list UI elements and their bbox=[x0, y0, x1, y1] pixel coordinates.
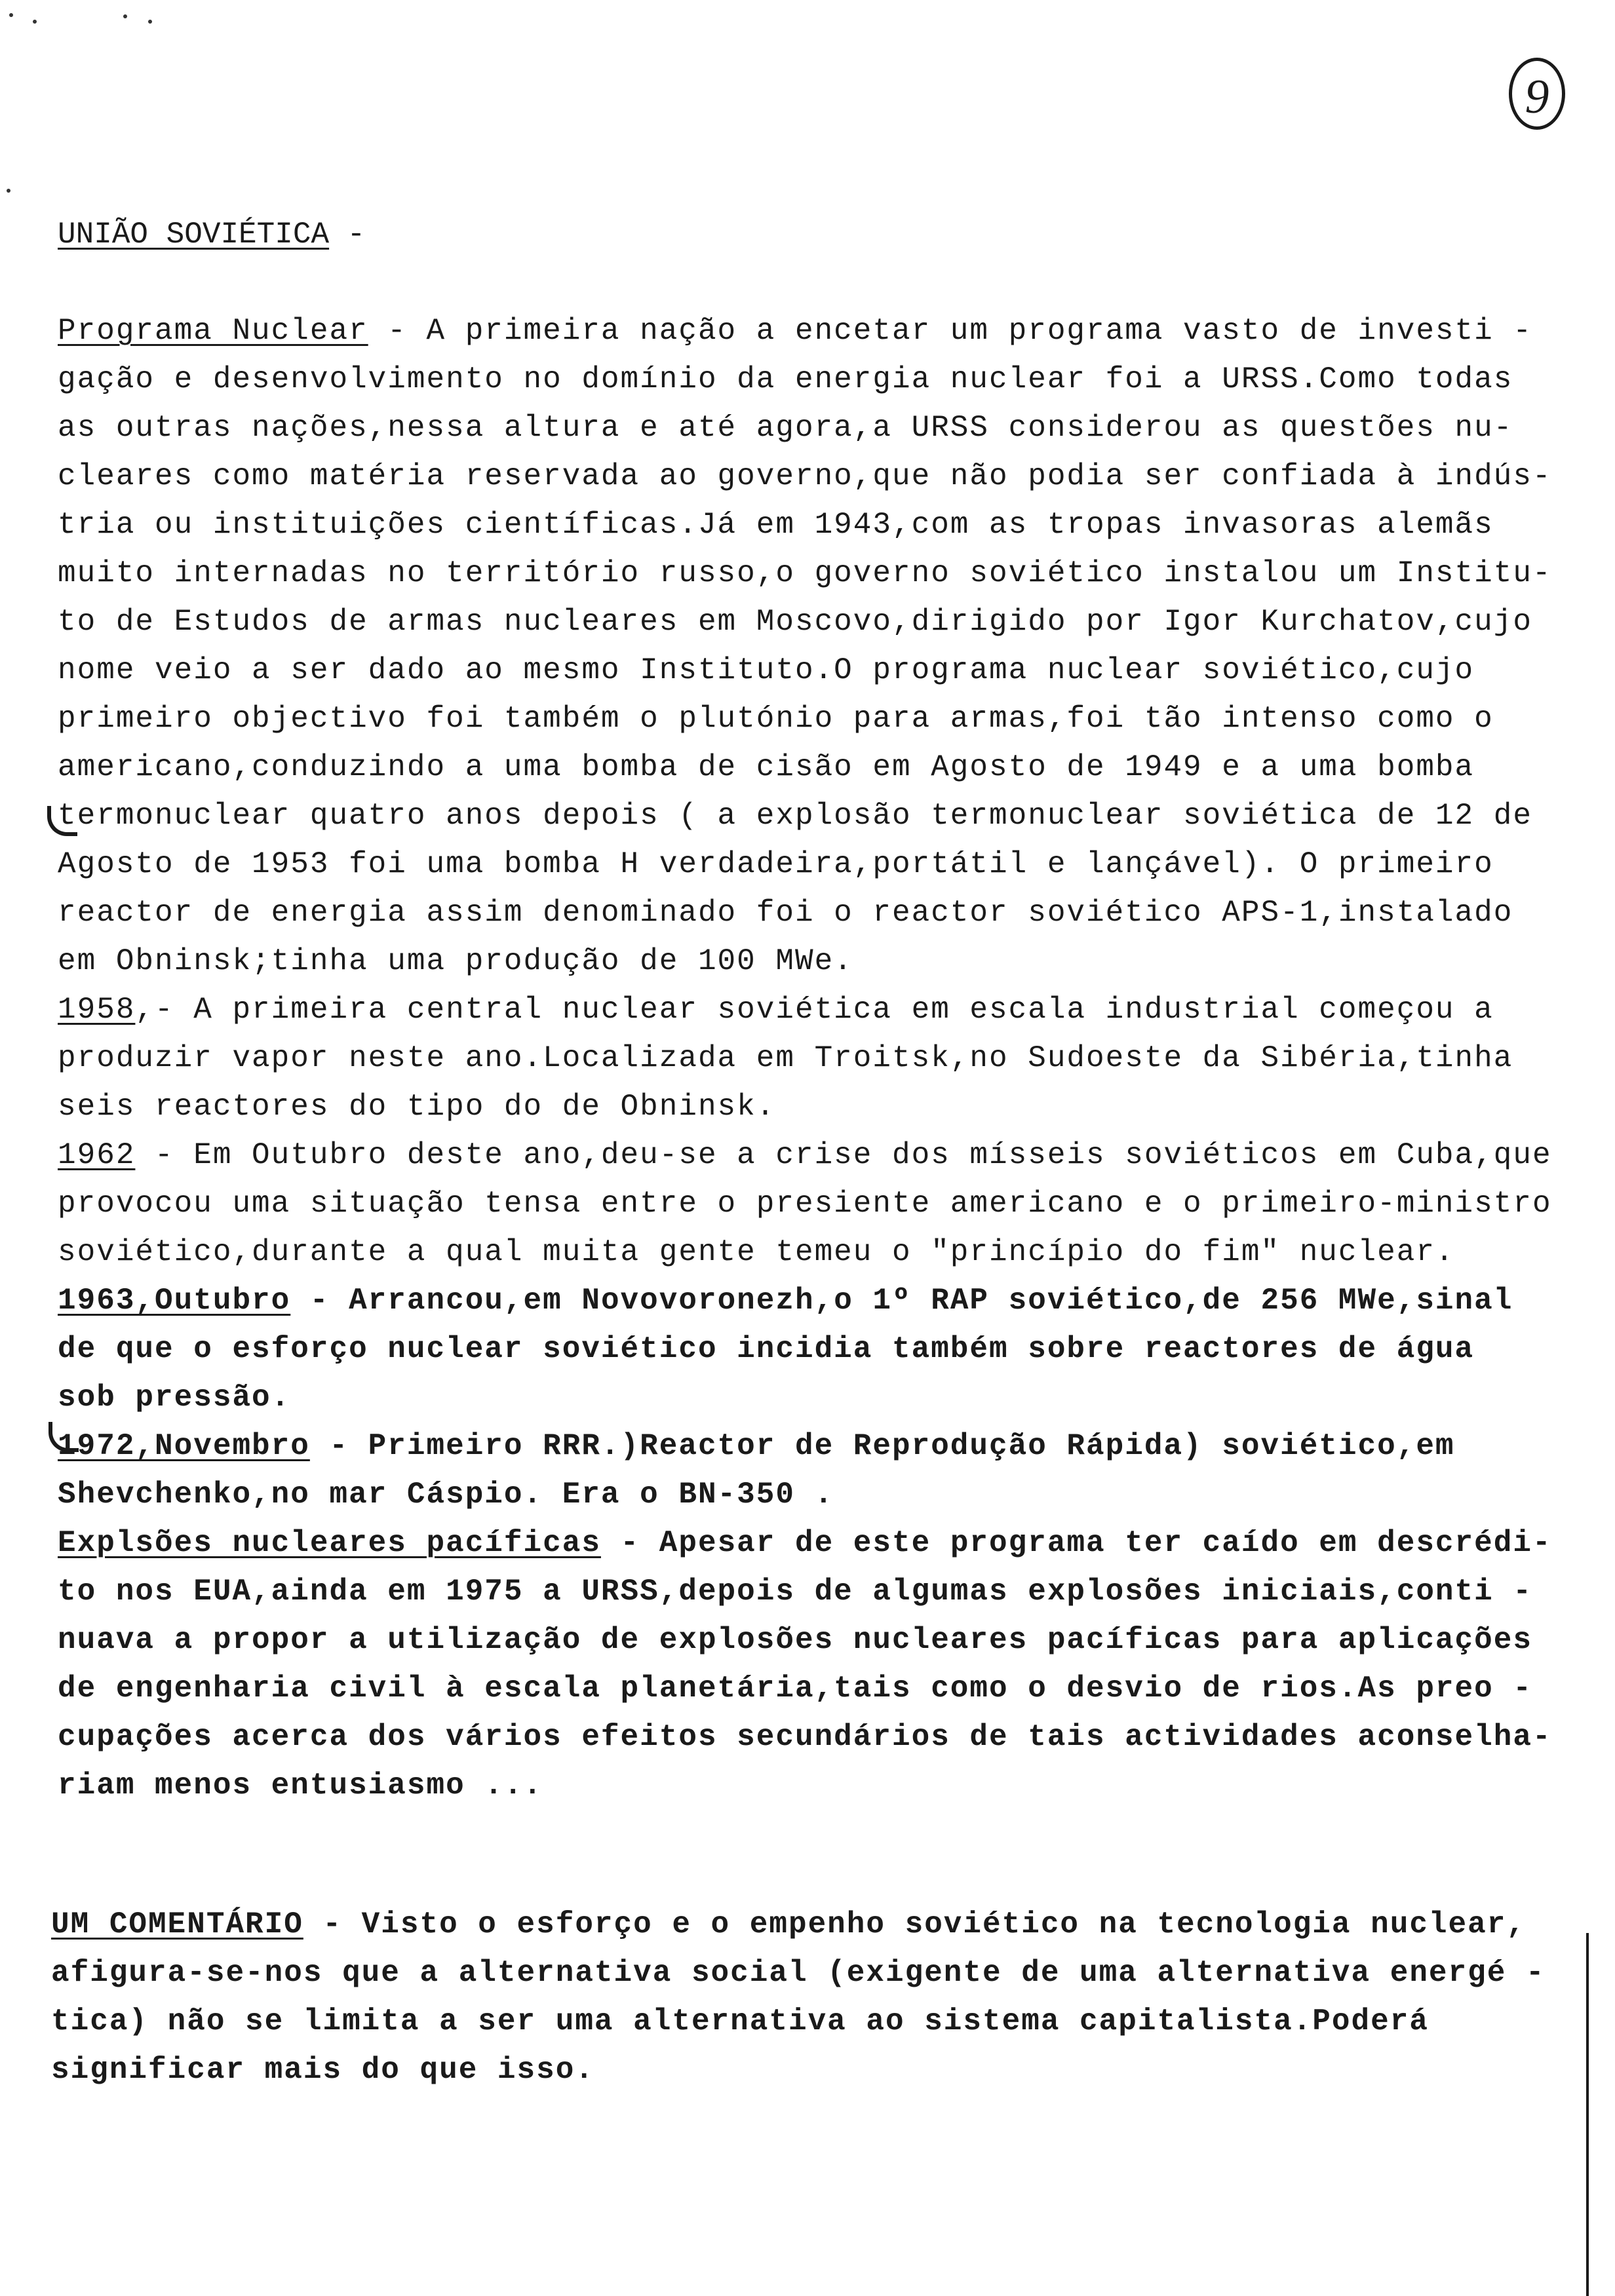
line-text: - Arrancou,em Novovoronezh,o 1º RAP soviético,de 256 MWe,sinal bbox=[290, 1284, 1513, 1318]
paragraph-line: cupações acerca dos vários efeitos secundários de tais actividades aconselha- bbox=[58, 1720, 1552, 1754]
paragraph-line: sob pressão. bbox=[58, 1381, 291, 1415]
paragraph-line: nome veio a ser dado ao mesmo Instituto.O programa nuclear soviético,cujo bbox=[58, 653, 1475, 687]
line-text: - A primeira nação a encetar um programa vasto de investi - bbox=[368, 314, 1532, 348]
comment-heading: UM COMENTÁRIO bbox=[51, 1907, 303, 1942]
handwritten-margin-mark bbox=[47, 806, 77, 836]
handwritten-margin-mark bbox=[49, 1422, 79, 1452]
paragraph-line: tria ou instituições científicas.Já em 1943,com as tropas invasoras alemãs bbox=[58, 508, 1494, 542]
title-text: UNIÃO SOVIÉTICA bbox=[58, 218, 330, 252]
paragraph-line: gação e desenvolvimento no domínio da energia nuclear foi a URSS.Como todas bbox=[58, 362, 1513, 396]
paragraph-line: muito internadas no território russo,o governo soviético instalou um Institu- bbox=[58, 556, 1552, 590]
paragraph-line: to de Estudos de armas nucleares em Moscovo,dirigido por Igor Kurchatov,cujo bbox=[58, 605, 1532, 639]
paragraph-line: provocou uma situação tensa entre o presiente americano e o primeiro-ministro bbox=[58, 1187, 1552, 1221]
paragraph-line: as outras nações,nessa altura e até agora,a URSS considerou as questões nu- bbox=[58, 411, 1513, 445]
section-heading-1962: 1962 bbox=[58, 1138, 136, 1172]
section-heading-1963-outubro: 1963,Outubro bbox=[58, 1284, 291, 1318]
paragraph-line: soviético,durante a qual muita gente temeu o "princípio do fim" nuclear. bbox=[58, 1235, 1455, 1269]
paragraph-line bbox=[58, 1276, 1578, 1325]
line-text: - Em Outubro deste ano,deu-se a crise dos mísseis soviéticos em Cuba,que bbox=[135, 1138, 1552, 1172]
paragraph-line: afigura-se-nos que a alternativa social (exigente de uma alternativa energé - bbox=[51, 1956, 1546, 1990]
paragraph-line: significar mais do que isso. bbox=[51, 2053, 594, 2087]
paragraph-line: cleares como matéria reservada ao governo,que não podia ser confiada à indús- bbox=[58, 459, 1552, 493]
speck-mark bbox=[9, 13, 13, 17]
paragraph-line bbox=[58, 985, 1578, 1034]
section-heading-1972-novembro: 1972,Novembro bbox=[58, 1429, 310, 1463]
paragraph-line: em Obninsk;tinha uma produção de 100 MWe. bbox=[58, 944, 853, 978]
paragraph-line: nuava a propor a utilização de explosões nucleares pacíficas para aplicações bbox=[58, 1623, 1532, 1657]
line-text: ,- A primeira central nuclear soviética em escala industrial começou a bbox=[135, 993, 1494, 1027]
paragraph-line bbox=[58, 307, 1578, 355]
speck-mark bbox=[7, 189, 10, 193]
comment-block bbox=[51, 1900, 1578, 2094]
section-heading-1958: 1958 bbox=[58, 993, 136, 1027]
paragraph-line: americano,conduzindo a uma bomba de cisão em Agosto de 1949 e a uma bomba bbox=[58, 750, 1475, 784]
body-text bbox=[58, 307, 1578, 1810]
paragraph-line bbox=[58, 1519, 1578, 1567]
document-title bbox=[58, 215, 365, 254]
speck-mark bbox=[123, 14, 127, 18]
paragraph-line bbox=[58, 1131, 1578, 1179]
page-edge-line bbox=[1586, 1933, 1589, 2296]
paragraph-line: de que o esforço nuclear soviético incidia também sobre reactores de água bbox=[58, 1332, 1475, 1366]
paragraph-line: seis reactores do tipo do de Obninsk. bbox=[58, 1090, 776, 1124]
paragraph-line bbox=[58, 1422, 1578, 1470]
paragraph-line: reactor de energia assim denominado foi o reactor soviético APS-1,instalado bbox=[58, 896, 1513, 930]
paragraph-line bbox=[51, 1900, 1578, 1949]
speck-mark bbox=[148, 20, 152, 24]
paragraph-line: Shevchenko,no mar Cáspio. Era o BN-350 . bbox=[58, 1478, 834, 1512]
paragraph-line: de engenharia civil à escala planetária,tais como o desvio de rios.As preo - bbox=[58, 1672, 1532, 1706]
title-dash: - bbox=[329, 218, 366, 252]
section-heading-programa-nuclear: Programa Nuclear bbox=[58, 314, 368, 348]
paragraph-line: tica) não se limita a ser uma alternativa ao sistema capitalista.Poderá bbox=[51, 2004, 1429, 2038]
paragraph-line: primeiro objectivo foi também o plutónio para armas,foi tão intenso como o bbox=[58, 702, 1494, 736]
section-heading-explosoes: Explsões nucleares pacíficas bbox=[58, 1526, 601, 1560]
paragraph-line: termonuclear quatro anos depois ( a explosão termonuclear soviética de 12 de bbox=[58, 799, 1532, 833]
paragraph-line: to nos EUA,ainda em 1975 a URSS,depois de algumas explosões iniciais,conti - bbox=[58, 1575, 1532, 1609]
handwritten-page-number: 9 bbox=[1509, 58, 1565, 130]
speck-mark bbox=[33, 20, 37, 24]
line-text: - Primeiro RRR.)Reactor de Reprodução Rápida) soviético,em bbox=[309, 1429, 1455, 1463]
line-text: - Apesar de este programa ter caído em descrédi- bbox=[600, 1526, 1552, 1560]
paragraph-line: riam menos entusiasmo ... bbox=[58, 1769, 543, 1803]
paragraph-line: Agosto de 1953 foi uma bomba H verdadeira,portátil e lançável). O primeiro bbox=[58, 847, 1494, 881]
line-text: - Visto o esforço e o empenho soviético na tecnologia nuclear, bbox=[303, 1907, 1526, 1942]
paragraph-line: produzir vapor neste ano.Localizada em Troitsk,no Sudoeste da Sibéria,tinha bbox=[58, 1041, 1513, 1075]
